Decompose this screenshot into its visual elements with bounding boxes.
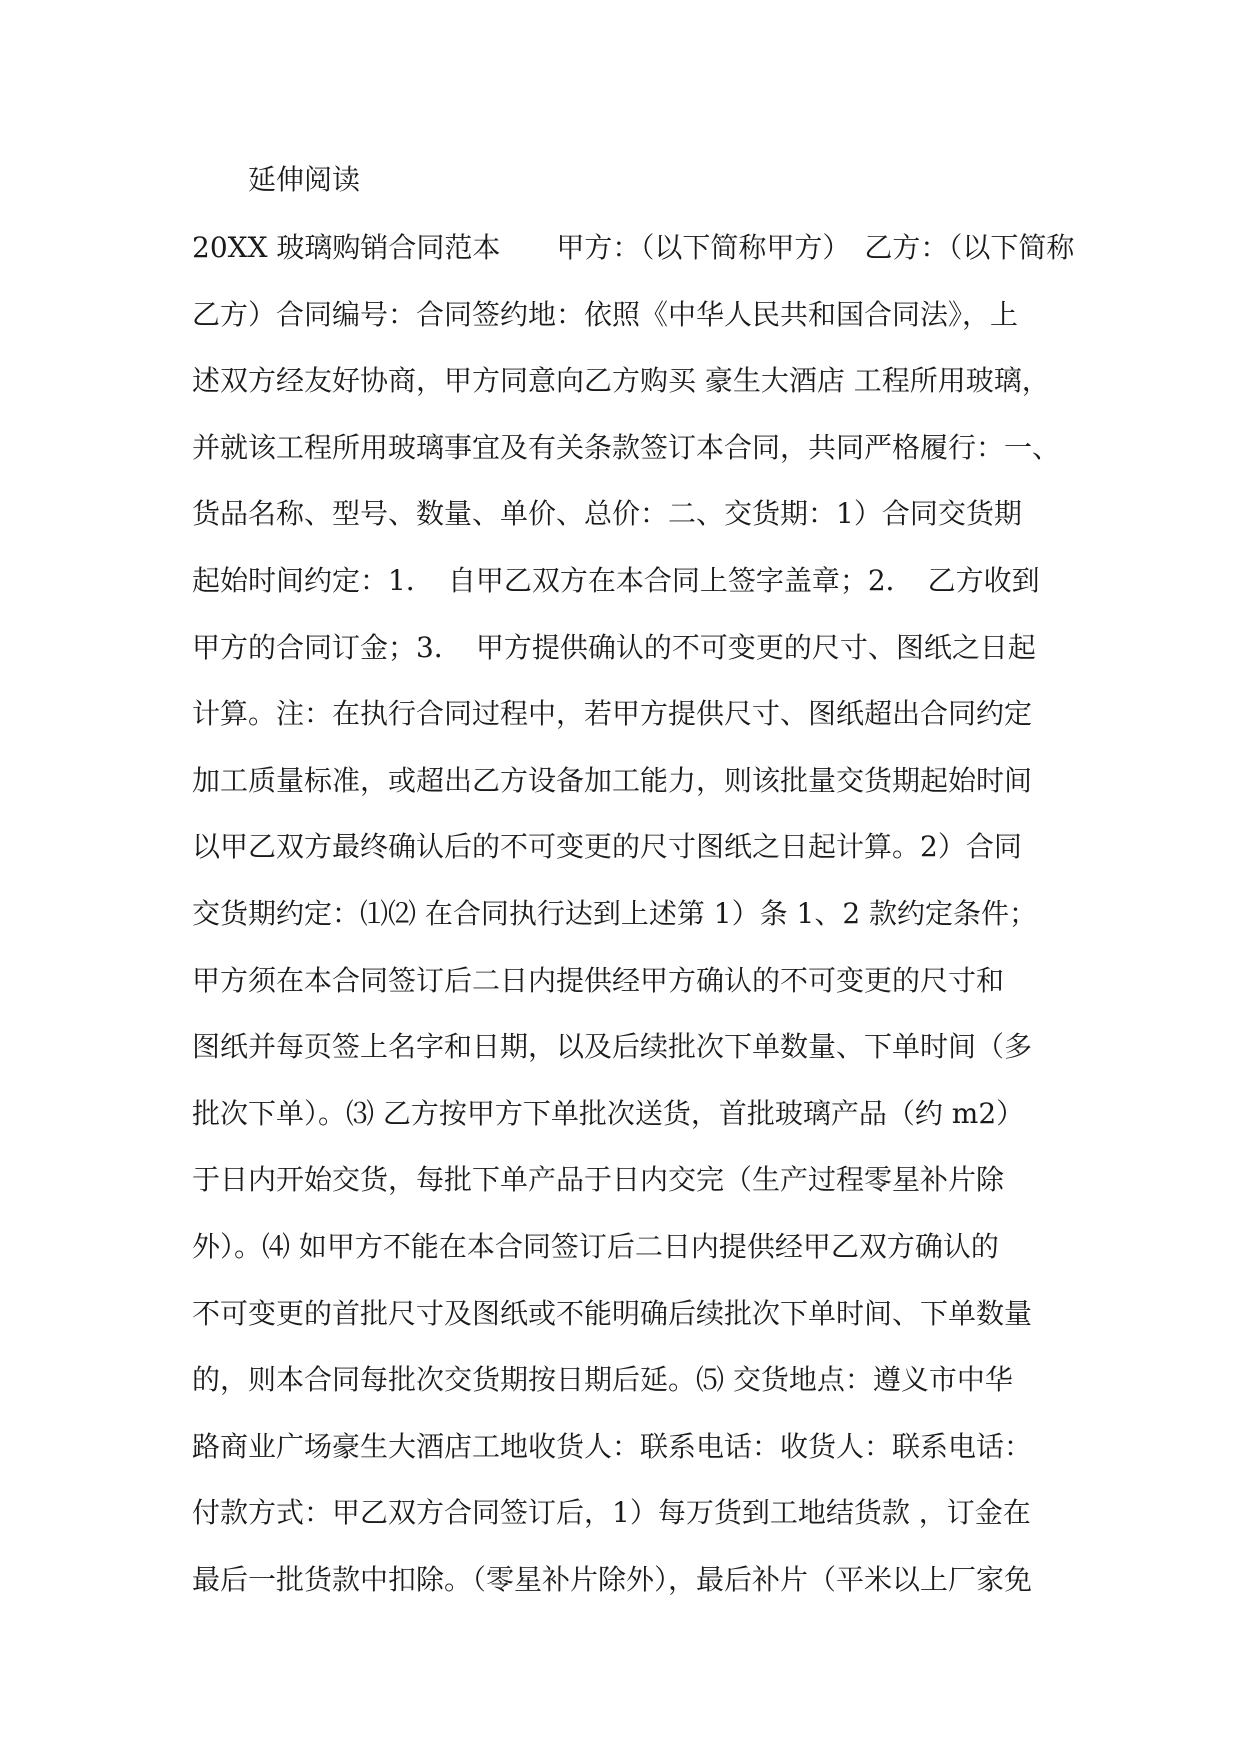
body-line: 付款方式：甲乙双方合同签订后，1）每万货到工地结货款 ，订金在 — [192, 1496, 1031, 1530]
body-line: 外）。⑷ 如甲方不能在本合同签订后二日内提供经甲乙双方确认的 — [192, 1229, 999, 1263]
body-line: 计算。注：在执行合同过程中，若甲方提供尺寸、图纸超出合同约定 — [192, 697, 1033, 731]
body-line: 甲方须在本合同签订后二日内提供经甲方确认的不可变更的尺寸和 — [192, 963, 1005, 997]
body-line: 于日内开始交货，每批下单产品于日内交完（生产过程零星补片除 — [192, 1163, 1005, 1197]
body-line: 起始时间约定：1． 自甲乙双方在本合同上签字盖章；2． 乙方收到 — [192, 563, 1040, 597]
body-line: 不可变更的首批尺寸及图纸或不能明确后续批次下单时间、下单数量 — [192, 1296, 1033, 1330]
body-line: 述双方经友好协商，甲方同意向乙方购买 豪生大酒店 工程所用玻璃， — [192, 364, 1050, 398]
body-line: 最后一批货款中扣除。（零星补片除外），最后补片（平米以上厂家免 — [192, 1562, 1033, 1596]
body-line: 的，则本合同每批次交货期按日期后延。⑸ 交货地点：遵义市中华 — [192, 1363, 1013, 1397]
body-line: 20XX 玻璃购销合同范本 甲方：（以下简称甲方） 乙方：（以下简称 — [192, 231, 1075, 264]
body-line: 交货期约定：⑴⑵ 在合同执行达到上述第 1）条 1、2 款约定条件； — [192, 896, 1038, 930]
body-line: 加工质量标准，或超出乙方设备加工能力，则该批量交货期起始时间 — [192, 763, 1033, 797]
contract-body — [192, 228, 1075, 1626]
body-line: 货品名称、型号、数量、单价、总价：二、交货期：1）合同交货期 — [192, 497, 1022, 531]
body-line: 甲方的合同订金；3． 甲方提供确认的不可变更的尺寸、图纸之日起 — [192, 630, 1036, 664]
body-line: 并就该工程所用玻璃事宜及有关条款签订本合同，共同严格履行：一、 — [192, 430, 1061, 464]
body-line: 路商业广场豪生大酒店工地收货人：联系电话：收货人：联系电话： — [192, 1429, 1033, 1463]
body-line: 批次下单）。⑶ 乙方按甲方下单批次送货，首批玻璃产品（约 m2） — [192, 1096, 1025, 1130]
body-line: 乙方）合同编号：合同签约地：依照《中华人民共和国合同法》，上 — [192, 297, 1019, 331]
section-heading: 延伸阅读 — [248, 163, 361, 196]
body-line: 以甲乙双方最终确认后的不可变更的尺寸图纸之日起计算。2）合同 — [192, 830, 1022, 864]
body-line: 图纸并每页签上名字和日期，以及后续批次下单数量、下单时间（多 — [192, 1030, 1033, 1064]
